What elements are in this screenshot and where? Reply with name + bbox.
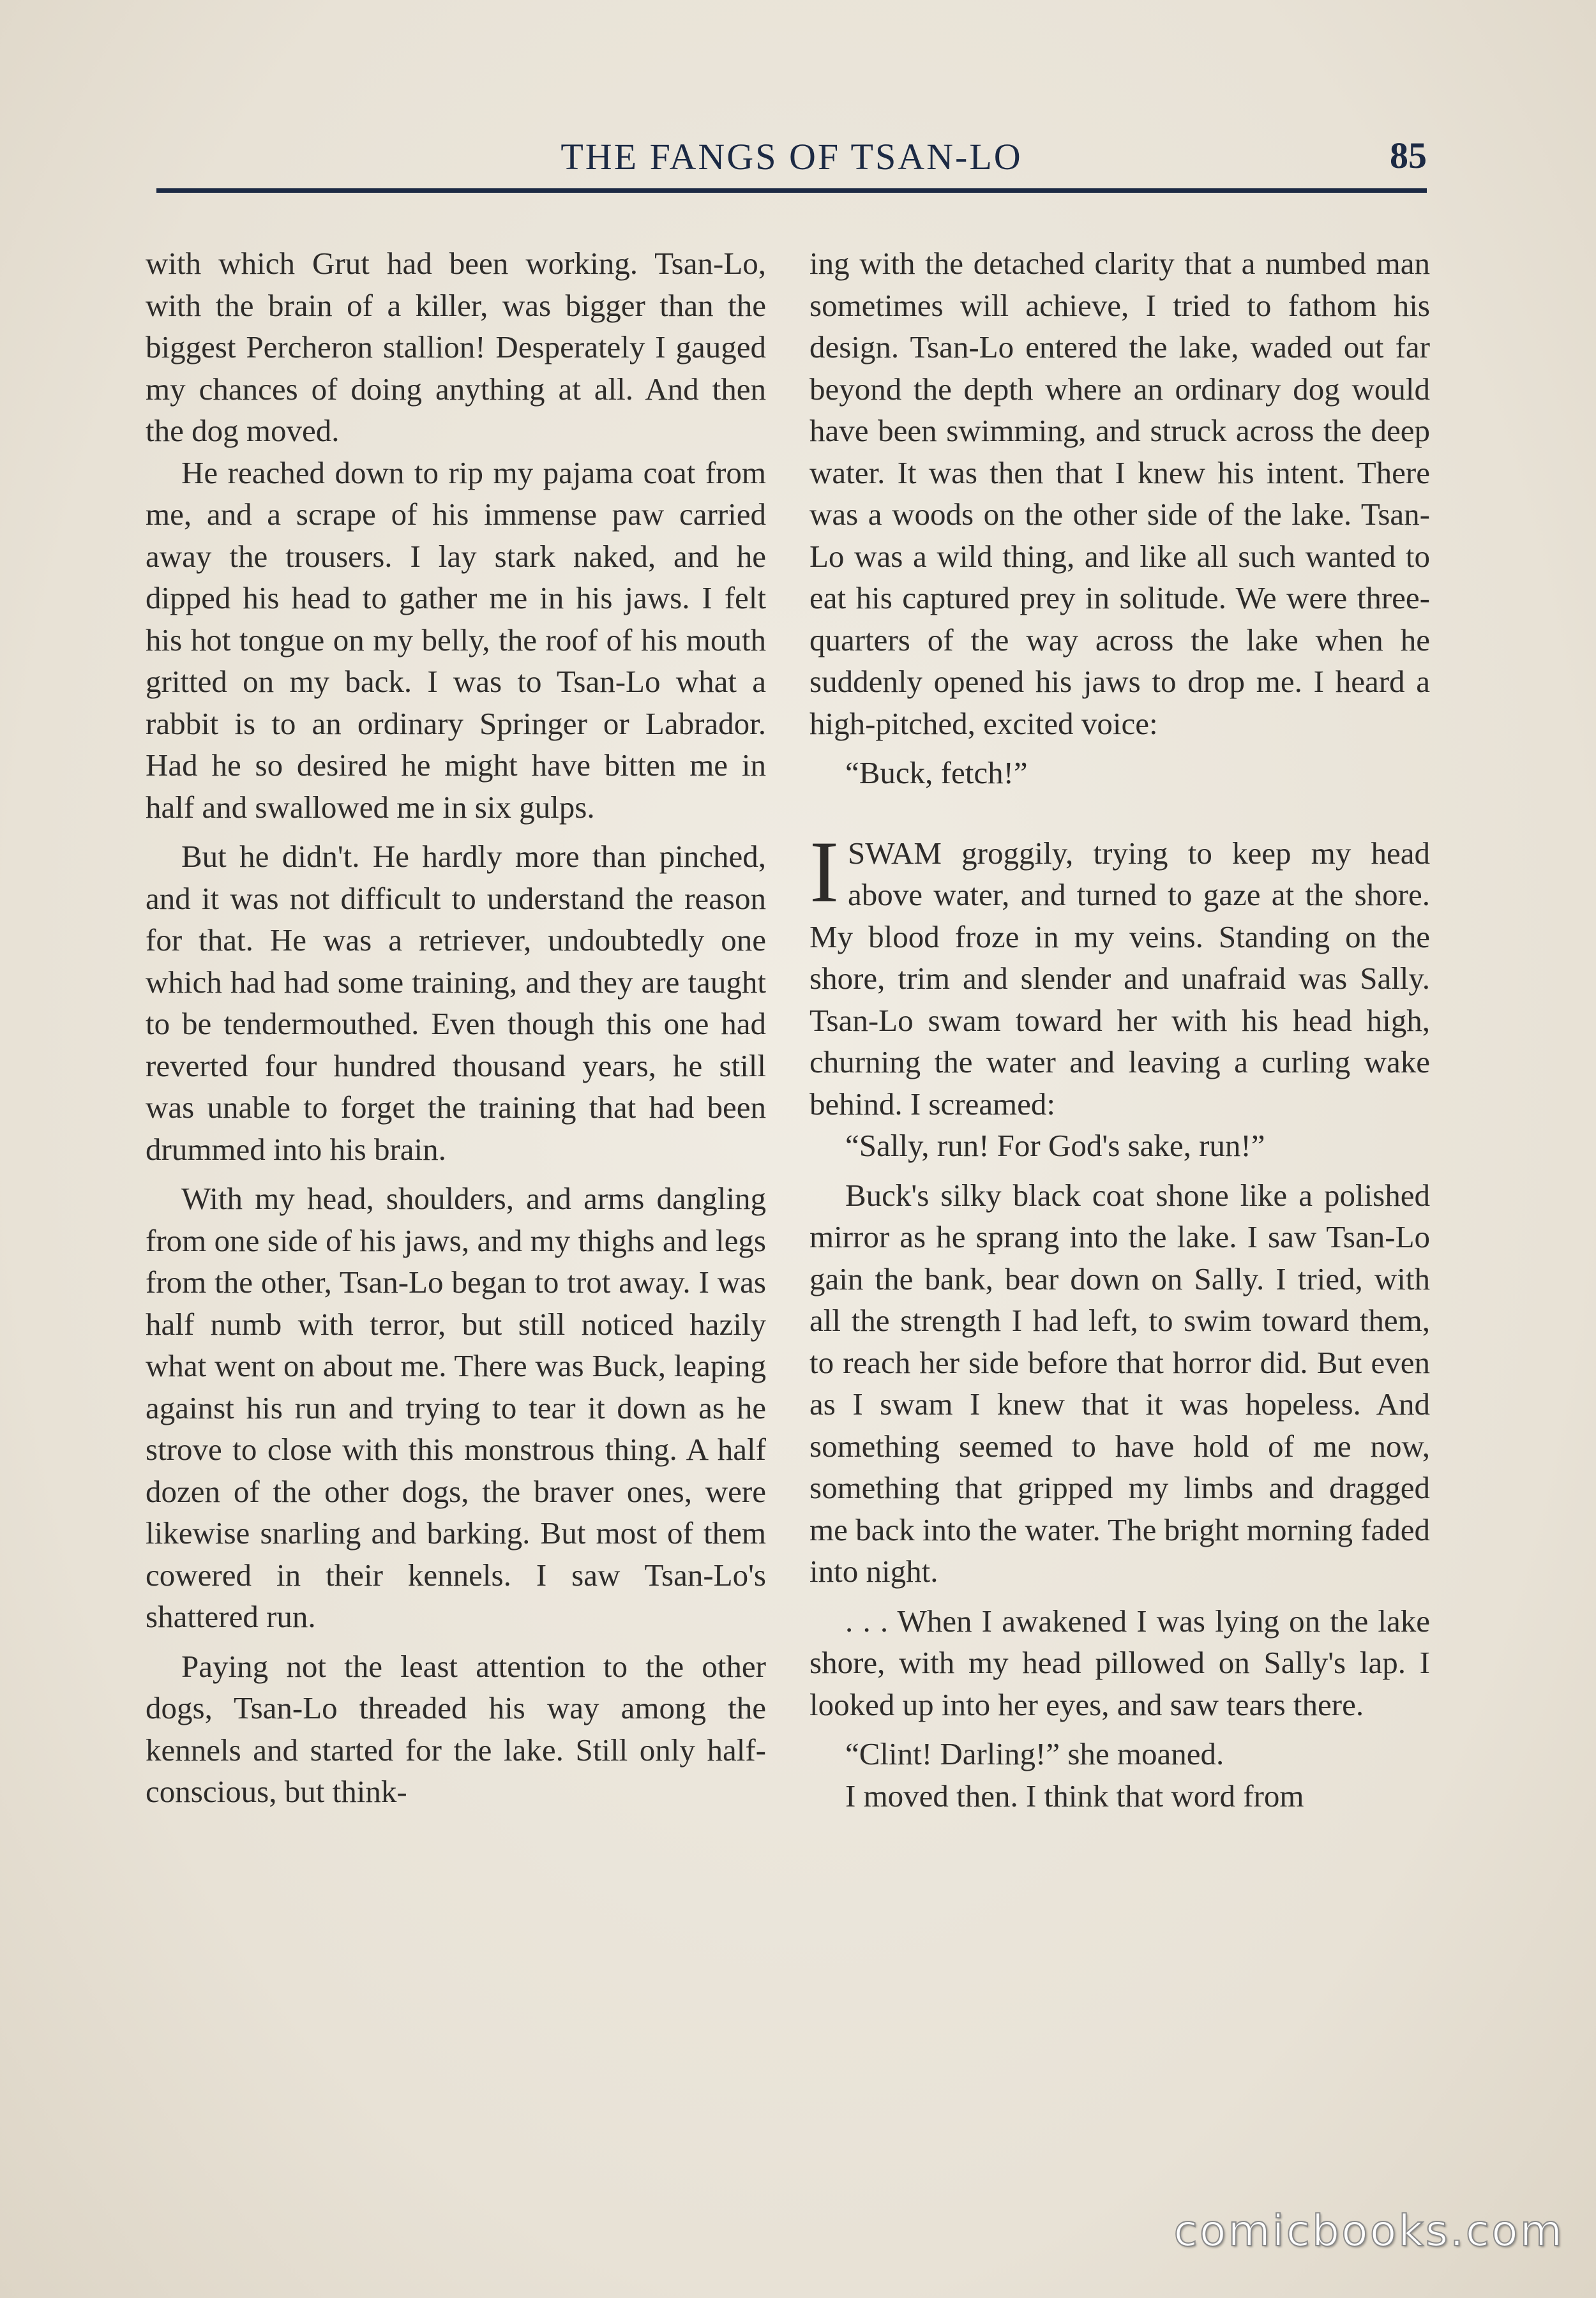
paragraph: He reached down to rip my pajama coat from me, and a scrape of his immense paw carried away the trousers. I lay stark naked, and he dipped his head to gather me in his jaws. I felt his hot tongue on my belly, the roof of his mouth gritted on my back. I was to Tsan-Lo what a rabbit is to an ordinary Springer or Labrador. Had he so desired he might have bitten me in half and swallowed me in six gulps.: [146, 454, 766, 825]
paragraph: I moved then. I think that word from: [845, 1778, 1304, 1814]
paragraph: With my head, shoulders, and arms dangling from one side of his jaws, and my thighs and legs from the other, Tsan-Lo began to trot away. I was half numb with terror, but still noticed hazily what went on about me. There was Buck, leaping against his run and trying to tear it down as he strove to close with this monstrous thing. A half dozen of the other dogs, the braver ones, were likewise snarling and barking. But most of them cowered in their kennels. I saw Tsan-Lo's shattered run.: [146, 1181, 766, 1634]
paragraph: “Clint! Darling!” she moaned.: [845, 1736, 1224, 1771]
paragraph: ing with the detached clarity that a numbed man sometimes will achieve, I tried to fathom his design. Tsan-Lo entered the lake, waded out far beyond the depth where an ordinary dog would have been swimming, and struck across the deep water. It was then that I knew his intent. There was a woods on the other side of the lake. Tsan-Lo was a wild thing, and like all such wanted to eat his captured prey in solitude. We were three-quarters of the way across the lake when he suddenly opened his jaws to drop me. I heard a high-pitched, excited voice:: [809, 246, 1430, 741]
paragraph: “Sally, run! For God's sake, run!”: [845, 1128, 1265, 1163]
paragraph: . . . When I awakened I was lying on the lake shore, with my head pillowed on Sally's lap. I looked up into her eyes, and saw tears there.: [809, 1603, 1430, 1722]
section-opening-paragraph: [809, 822, 1430, 1125]
running-header: [156, 128, 1427, 185]
page-number: 85: [1390, 135, 1427, 176]
section-opening-text: SWAM groggily, trying to keep my head above water, and turned to gaze at the shore. My blood froze in my veins. Standing on the shore, trim and slender and unafraid was Sally. Tsan-Lo swam toward her with his head high, churning the water and leaving a curling wake behind. I screamed:: [809, 835, 1430, 1122]
paragraph: Buck's silky black coat shone like a polished mirror as he sprang into the lake. I saw Tsan-Lo gain the bank, bear down on Sally. I tried, with all the strength I had left, to swim toward them, to reach her side before that horror did. But even as I swam I knew that it was hopeless. And something seemed to have hold of me now, something that gripped my limbs and dragged me back into the water. The bright morning faded into night.: [809, 1177, 1431, 1589]
paragraph: “Buck, fetch!”: [845, 755, 1028, 790]
paragraph: Paying not the least attention to the other dogs, Tsan-Lo threaded his way among the kennels and started for the lake. Still only half-conscious, but think-: [146, 1648, 766, 1809]
running-title: THE FANGS OF TSAN-LO: [561, 136, 1023, 177]
paragraph: with which Grut had been working. Tsan-Lo, with the brain of a killer, was bigger than the biggest Percheron stallion! Desperately I gauged my chances of doing anything at all. And then the dog moved.: [146, 246, 766, 448]
watermark: comicbooks.com: [1173, 2206, 1564, 2257]
drop-cap: I: [809, 822, 839, 920]
right-column: [809, 243, 1430, 1817]
header-rule: [156, 188, 1427, 193]
paragraph: But he didn't. He hardly more than pinched, and it was not difficult to understand the reason for that. He was a retriever, undoubtedly one which had had some training, and they are taught to be tendermouthed. Even though this one had reverted four hundred thousand years, he still was unable to forget the training that had been drummed into his brain.: [146, 839, 766, 1167]
left-column: [146, 243, 766, 1813]
section-break: [809, 794, 1430, 832]
